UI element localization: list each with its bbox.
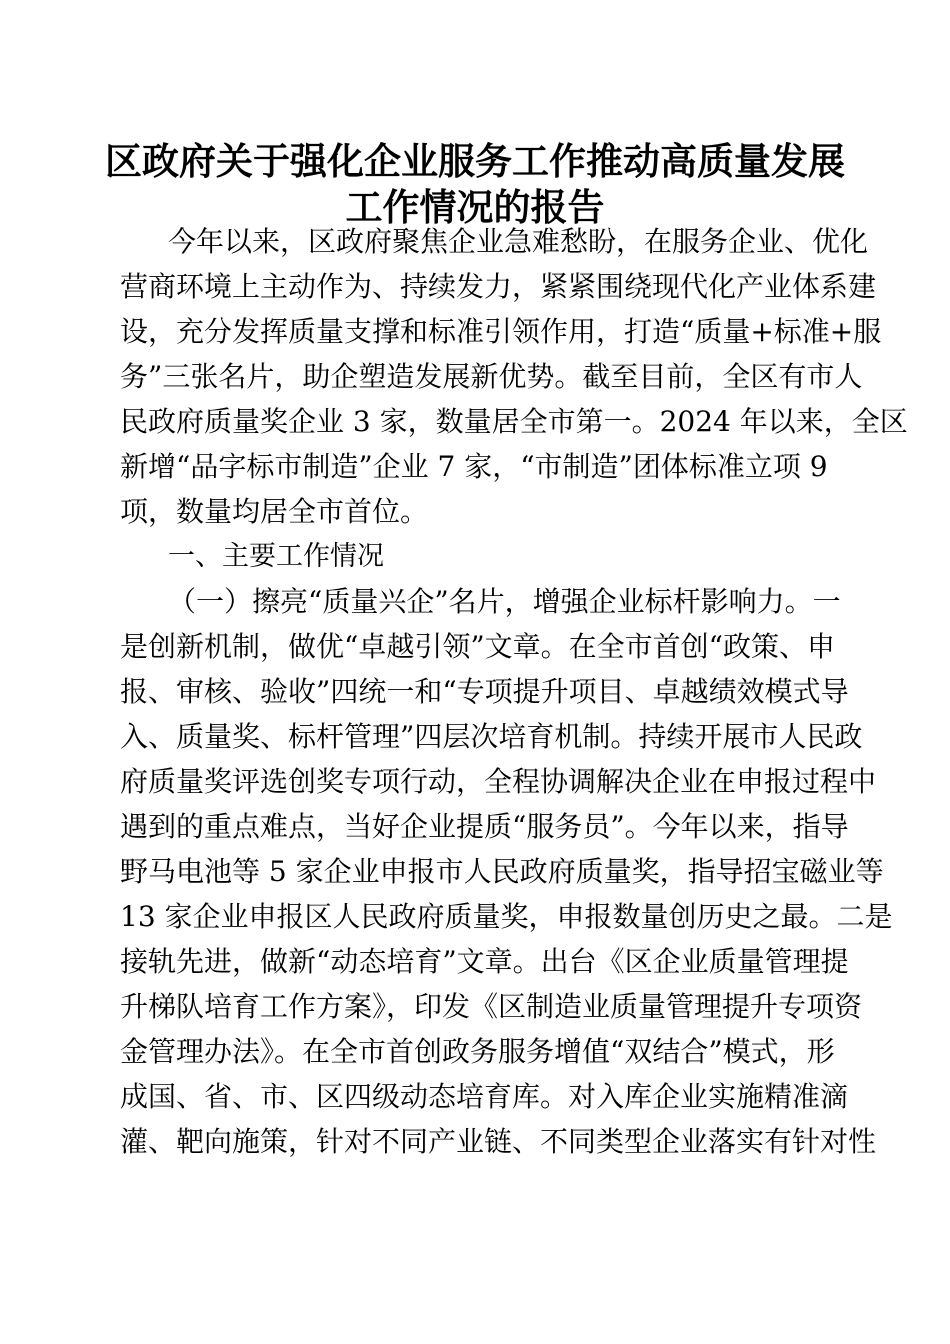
section-line: （一）擦亮“质量兴企”名片，增强企业标杆影响力。一 [168, 585, 841, 618]
section-line: 府质量奖评选创奖专项行动，全程协调解决企业在申报过程中 [120, 765, 877, 798]
intro-line: 新增“品字标市制造”企业 7 家，“市制造”团体标准立项 9 [120, 450, 828, 483]
section-heading: 一、主要工作情况 [168, 541, 384, 572]
section-line: 升梯队培育工作方案》，印发《区制造业质量管理提升专项资 [120, 990, 863, 1023]
intro-line: 项，数量均居全市首位。 [120, 495, 429, 528]
section-line: 灌、靶向施策，针对不同产业链、不同类型企业落实有针对性 [120, 1125, 877, 1158]
section-line: 是创新机制，做优“卓越引领”文章。在全市首创“政策、申 [120, 630, 835, 663]
section-line: 接轨先进，做新“动态培育”文章。出台《区企业质量管理提 [120, 945, 849, 978]
section-line: 成国、省、市、区四级动态培育库。对入库企业实施精准滴 [120, 1080, 849, 1113]
document-title-line-2: 工作情况的报告 [345, 185, 605, 229]
intro-line: 设，充分发挥质量支撑和标准引领作用，打造“质量+标准+服 [120, 315, 882, 348]
intro-line: 今年以来，区政府聚焦企业急难愁盼，在服务企业、优化 [168, 225, 869, 258]
section-line: 13 家企业申报区人民政府质量奖，申报数量创历史之最。二是 [120, 900, 893, 933]
intro-line: 营商环境上主动作为、持续发力，紧紧围绕现代化产业体系建 [120, 270, 877, 303]
document-title-line-1: 区政府关于强化企业服务工作推动高质量发展 [105, 139, 845, 183]
section-line: 野马电池等 5 家企业申报市人民政府质量奖，指导招宝磁业等 [120, 855, 884, 888]
section-line: 报、审核、验收”四统一和“专项提升项目、卓越绩效模式导 [120, 675, 849, 708]
section-line: 金管理办法》。在全市首创政务服务增值“双结合”模式，形 [120, 1035, 835, 1068]
section-line: 入、质量奖、标杆管理”四层次培育机制。持续开展市人民政 [120, 720, 863, 753]
intro-line: 务”三张名片，助企塑造发展新优势。截至目前，全区有市人 [120, 360, 863, 393]
intro-line: 民政府质量奖企业 3 家，数量居全市第一。2024 年以来，全区 [120, 405, 908, 438]
section-line: 遇到的重点难点，当好企业提质“服务员”。今年以来，指导 [120, 810, 849, 843]
